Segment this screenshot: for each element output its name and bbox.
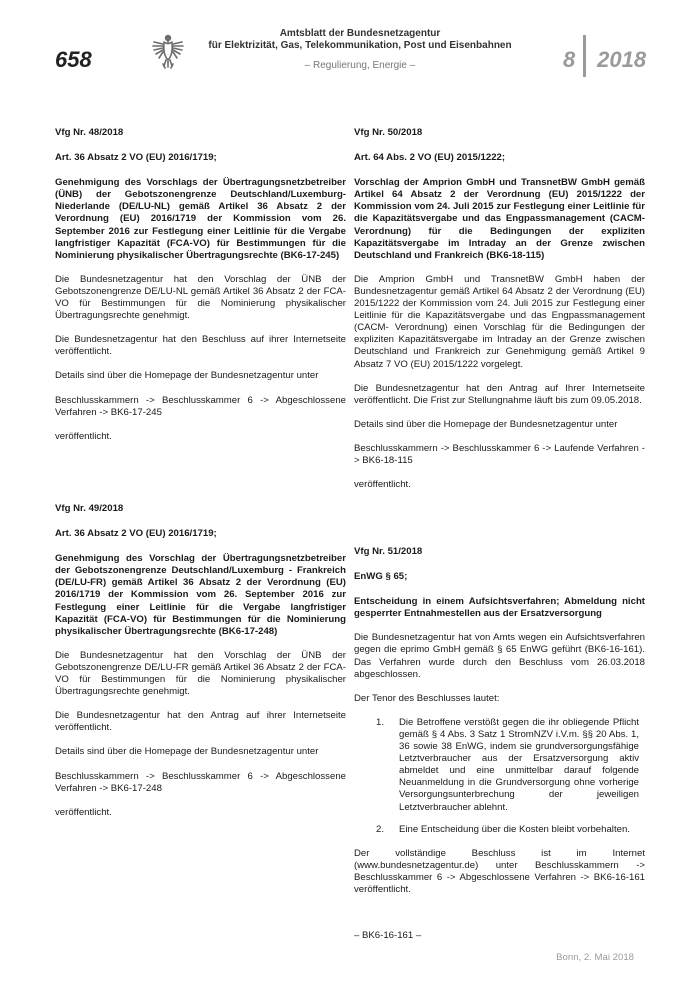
list-marker: 2.: [376, 823, 385, 835]
ruling-list: [354, 717, 645, 836]
article-paragraph: Die Bundesnetzagentur hat von Amts wegen ein Aufsichtsverfahren gegen die eprimo GmbH gemäß § 65 EnWG geführt (BK6-16-161). Das Verfahren wurde durch den Beschluss vom 26.03.2018 abgeschlossen.: [354, 632, 645, 680]
article-title: Genehmigung des Vorschlag der Übertragungsnetzbetreiber der Gebotszonengrenze Deutschland/Luxemburg - Frankreich (DE/LU-FR) gemäß Artikel 36 Absatz 2 der Verordnung (EU) 2016/1719 der Kommission vom 26. September 2016 zur Festlegung einer Leitlinie für die Vergabe langfristiger Kapazität (FCA-VO) für Bestimmungen für die Nominierung physikalischer Übertragungsrechte (BK6-17-248): [55, 553, 346, 637]
masthead-title-line2: für Elektrizität, Gas, Telekommunikation, Post und Eisenbahnen: [208, 40, 512, 51]
ruling-list-item: [354, 824, 645, 836]
article-paragraph: Die Bundesnetzagentur hat den Antrag auf ihrer Internetseite veröffentlicht.: [55, 710, 346, 734]
article-number: Vfg Nr. 49/2018: [55, 503, 124, 514]
article-paragraph: Der Tenor des Beschlusses lautet:: [354, 692, 500, 704]
ruling-list-item: [354, 717, 645, 814]
article-vfg-49: [55, 503, 346, 831]
article-paragraph: Details sind über die Homepage der Bundesnetzagentur unter: [55, 746, 319, 758]
article-title: Vorschlag der Amprion GmbH und TransnetBW GmbH gemäß Artikel 64 Absatz 2 der Verordnung (EU) 2015/1222 der Kommission vom 24. Juli 2015 zur Festlegung einer Leitlinie für die Kapazitätsvergabe und das Engpassmanagement (CACM-Verordnung) für die Bedingungen der expliziten Kapazitätsvergabe im Intraday an der Grenze zwischen Deutschland und Frankreich (BK6-18-115): [354, 177, 645, 261]
issue-label: [563, 47, 646, 73]
article-paragraph: Details sind über die Homepage der Bundesnetzagentur unter: [354, 418, 618, 430]
article-paragraph: veröffentlicht.: [55, 430, 112, 442]
article-paragraph: Die Amprion GmbH und TransnetBW GmbH haben der Bundesnetzagentur gemäß Artikel 64 Absatz 2 der Verordnung (EU) 2015/1222 der Kommission vom 24. Juli 2015 zur Festlegung einer Leitlinie für die Kapazitätsvergabe und das Engpassmanagement (CACM- Verordnung) einen Vorschlag für die Bedingungen der expliziten Kapazitätsvergabe im Intraday an der Grenze zwischen Deutschland und Frankreich zur Genehmigung gemäß Artikel 9 Absatz 7 VO (EU) 2015/1222 vorgelegt.: [354, 273, 645, 370]
article-path: Beschlusskammern -> Beschlusskammer 6 -> Laufende Verfahren -> BK6-18-115: [354, 442, 645, 466]
article-title: Entscheidung in einem Aufsichtsverfahren; Abmeldung nicht gesperrter Entnahmestellen aus der Ersatzversorgung: [354, 596, 645, 620]
masthead-subtitle: – Regulierung, Energie –: [304, 60, 416, 71]
issue-number: 8: [563, 47, 576, 72]
article-legal-basis: Art. 36 Absatz 2 VO (EU) 2016/1719;: [55, 152, 217, 164]
masthead-title-line1: Amtsblatt der Bundesnetzagentur: [279, 28, 441, 39]
article-path: Beschlusskammern -> Beschlusskammer 6 -> Abgeschlossene Verfahren -> BK6-17-248: [55, 770, 346, 794]
article-vfg-50: [354, 127, 645, 503]
article-number: Vfg Nr. 51/2018: [354, 546, 423, 557]
issue-year: 2018: [597, 47, 647, 72]
article-title: Genehmigung des Vorschlags der Übertragungsnetzbetreiber (ÜNB) der Gebotszonengrenze Deutschland/Luxemburg-Niederlande (DE/LU-NL) gemäß Artikel 36 Absatz 2 der Verordnung (EU) 2016/1719 der Kommission vom 26. September 2016 zur Festlegung einer Leitlinie für die Vergabe langfristiger Kapazität (FCA-VO) für Bestimmungen für die Nominierung physikalischer Übertragungsrechte (BK6-17-245): [55, 177, 346, 261]
article-paragraph: Der vollständige Beschluss ist im Internet (www.bundesnetzagentur.de) unter Beschlusskammern -> Beschlusskammer 6 -> Abgeschlossene Verfahren -> BK6-16-161 veröffentlicht.: [354, 847, 645, 895]
article-vfg-51: [354, 546, 645, 954]
article-legal-basis: EnWG § 65;: [354, 571, 408, 583]
issue-divider: [583, 35, 586, 77]
list-item-text: Die Betroffene verstößt gegen die ihr obliegende Pflicht gemäß § 4 Abs. 3 Satz 1 StromNZV i.V.m. §§ 20 Abs. 1, 36 sowie 38 EnWG, indem sie grundversorgungsfähige Letztverbraucher aus der Ersatzversorgung aktiv abmeldet und eine unmittelbar darauf folgende Neuanmeldung in die Grundversorgung ohne vorherige Versorgungsunterbrechung der jeweiligen Letztverbraucher ablehnt.: [399, 716, 639, 813]
article-legal-basis: Art. 64 Abs. 2 VO (EU) 2015/1222;: [354, 152, 506, 164]
article-legal-basis: Art. 36 Absatz 2 VO (EU) 2016/1719;: [55, 528, 217, 540]
article-paragraph: veröffentlicht.: [354, 479, 411, 491]
page-number: 658: [55, 47, 92, 72]
federal-eagle-icon: [151, 33, 185, 71]
article-number: Vfg Nr. 48/2018: [55, 127, 124, 138]
article-paragraph: veröffentlicht.: [55, 806, 112, 818]
case-reference: – BK6-16-161 –: [354, 930, 422, 942]
list-marker: 1.: [376, 716, 385, 728]
article-paragraph: Die Bundesnetzagentur hat den Antrag auf Ihrer Internetseite veröffentlicht. Die Frist zur Stellungnahme läuft bis zum 09.05.2018.: [354, 382, 645, 406]
masthead: [195, 28, 525, 72]
article-number: Vfg Nr. 50/2018: [354, 127, 423, 138]
article-vfg-48: [55, 127, 346, 455]
list-item-text: Eine Entscheidung über die Kosten bleibt vorbehalten.: [399, 823, 630, 835]
article-paragraph: Die Bundesnetzagentur hat den Vorschlag der ÜNB der Gebotszonengrenze DE/LU-NL gemäß Artikel 36 Absatz 2 der FCA-VO für Bestimmungen für die Nominierung physikalischer Übertragungsrechte genehmigt.: [55, 273, 346, 322]
article-paragraph: Die Bundesnetzagentur hat den Beschluss auf ihrer Internetseite veröffentlicht.: [55, 334, 346, 358]
article-paragraph: Die Bundesnetzagentur hat den Vorschlag der ÜNB der Gebotszonengrenze DE/LU-FR gemäß Artikel 36 Absatz 2 der FCA-VO für Bestimmungen für die Nominierung physikalischer Übertragungsrechte genehmigt.: [55, 649, 346, 698]
footer-place-date: Bonn, 2. Mai 2018: [556, 952, 634, 963]
article-paragraph: Details sind über die Homepage der Bundesnetzagentur unter: [55, 370, 319, 382]
article-path: Beschlusskammern -> Beschlusskammer 6 -> Abgeschlossene Verfahren -> BK6-17-245: [55, 394, 346, 418]
